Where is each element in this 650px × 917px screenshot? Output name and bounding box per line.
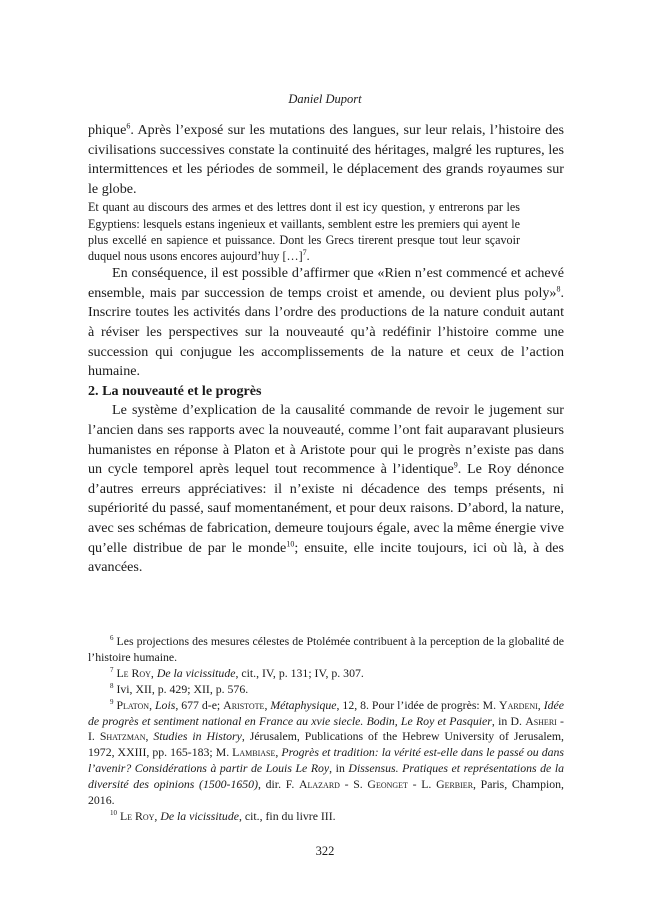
paragraph-text: Le système d’explication de la causalité commande de revoir le jugement sur l’ancien dans ses rapports avec la nouveauté, comme l’ont fait auparavant plusieurs humanistes en réponse à Platon et à Aristote pour qui le progrès n’existe pas dans un cycle temporel après lequel tout recommence à l’identique [88, 402, 564, 478]
paragraph-text: . Après l’exposé sur les mutations des langues, sur leur relais, l’histoire des civilisations successives constate la continuité des héritages, malgré les ruptures, les intermittences et les périodes de sommeil, le déplacement des grands royaumes sur le globe. [88, 122, 564, 197]
main-text [88, 121, 564, 578]
footnote-number: 8 [110, 681, 114, 690]
footnote-text: , dir. F. [258, 777, 299, 792]
work-title: Idée de progrès et sentiment national en France au xvie siecle. Bodin, Le Roy et Pasquier [88, 697, 565, 728]
work-title: De la vicissitude [160, 808, 239, 823]
footnote-text: - L. [407, 777, 437, 792]
footnote-text: , [145, 729, 154, 744]
paragraph-3 [88, 401, 564, 577]
author-name: Le Roy [119, 808, 155, 823]
footnote-text: , [154, 808, 161, 823]
paragraph-text: ; ensuite, elle incite toujours, ici où là, à des avancées. [88, 539, 564, 576]
block-quote [88, 199, 520, 264]
footnote-text: Ivi, XII, p. 429; XII, p. 576. [116, 681, 249, 696]
footnote-number: 10 [110, 809, 117, 818]
paragraph-text: . Inscrire toutes les activités dans l’ordre des productions de la nature conduit autant à réviser les perspectives sur la nouveauté qu’à redéfinir l’histoire comme une succession qui conjugue les accomplissements de la nature et ceux de l’action humaine. [88, 284, 564, 380]
footnote-text: , [537, 697, 544, 712]
quote-text: Et quant au discours des armes et des lettres dont il est icy question, y entrerons par les Egyptiens: lesquels estans ingenieux et vaillants, semblent estre les premiers qui ayent le plus excellé en sapience et puissance. Dont les Grecs tirerent presque tout leur sçavoir duquel nous usons encores aujourd’huy […] [88, 200, 520, 263]
footnote-ref-9[interactable]: 9 [453, 460, 458, 470]
paragraph-2 [88, 264, 564, 382]
author-name: Platon [116, 697, 150, 712]
footnote-text: - S. [339, 777, 368, 792]
page-number: 322 [315, 844, 335, 858]
footnote-text: , [275, 745, 282, 760]
footnote-number: 7 [110, 665, 114, 674]
work-title: De la vicissitude [156, 665, 236, 680]
footnote-ref-6[interactable]: 6 [126, 121, 131, 131]
footnote-text: , Jérusalem, Publications of the Hebrew University of Jerusalem, 1972, XXIII, pp. 165-183; M. [88, 729, 564, 760]
footnote-text: , [150, 665, 157, 680]
footnote-7 [88, 666, 564, 682]
footnote-6 [88, 634, 564, 666]
footnote-text: , 677 d-e; [175, 697, 224, 712]
footnote-text: , cit., IV, p. 131; IV, p. 307. [235, 665, 364, 680]
running-head: Daniel Duport [288, 92, 362, 106]
footnote-text: , in [329, 761, 349, 776]
footnote-9 [88, 698, 564, 809]
footnote-ref-10[interactable]: 10 [286, 538, 295, 548]
author-name: Yardeni [499, 697, 538, 712]
footnote-number: 6 [110, 634, 114, 643]
paragraph-text: En conséquence, il est possible d’affirmer que «Rien n’est commencé et achevé ensemble, mais par succession de temps croist et amende, ou devient plus poly» [88, 265, 564, 301]
author-name: Shatzman [99, 729, 146, 744]
footnote-ref-7[interactable]: 7 [302, 247, 307, 257]
section-heading: 2. La nouveauté et le progrès [88, 382, 262, 399]
footnote-text: , Paris, Champion, 2016. [88, 777, 564, 808]
footnotes [88, 634, 564, 825]
footnote-text: , cit., fin du livre III. [238, 808, 336, 823]
quote-text: . [306, 248, 310, 263]
author-name: Geonget [367, 777, 408, 792]
paragraph-1 [88, 121, 564, 199]
footnote-text: , in D. [491, 713, 526, 728]
footnote-text: , [264, 697, 271, 712]
work-title: Métaphysique [270, 697, 337, 712]
author-name: Asheri [525, 713, 557, 728]
author-name: Aristote [223, 697, 265, 712]
work-title: Studies in History [153, 729, 242, 744]
footnote-text: , 12, 8. Pour l’idée de progrès: M. [336, 697, 500, 712]
author-name: Le Roy [116, 665, 151, 680]
paragraph-text: . Le Roy dénonce d’autres erreurs appréciatives: il n’existe ni décadence des temps présents, ni supériorité du passé, sauf momentanément, et pour deux raisons. D’abord, la nature, avec ses schémas de fabrication, demeure toujours égale, avec la même énergie vive qu’elle distribue de par le monde [88, 461, 564, 556]
footnote-number: 9 [110, 697, 114, 706]
footnote-text: , [149, 697, 155, 712]
footnote-text: Les projections des mesures célestes de Ptolémée contribuent à la perception de la globalité de l’histoire humaine. [88, 634, 565, 664]
footnote-10 [88, 809, 564, 825]
work-title: Progrès et tradition: la vérité est-elle dans le passé ou dans l’avenir? Considérations à partir de Louis Le Roy [88, 745, 564, 776]
footnote-8 [88, 682, 564, 698]
author-name: Lambiase [232, 745, 276, 760]
paragraph-text: phique [88, 122, 127, 138]
author-name: Gerbier [436, 777, 474, 792]
work-title: Lois [155, 697, 176, 712]
footnote-ref-8[interactable]: 8 [556, 284, 561, 294]
work-title: Dissensus. Pratiques et représentations de la diversité des opinions (1500-1650) [88, 761, 565, 792]
author-name: Alazard [298, 777, 340, 792]
footnote-text: - I. [88, 713, 564, 744]
